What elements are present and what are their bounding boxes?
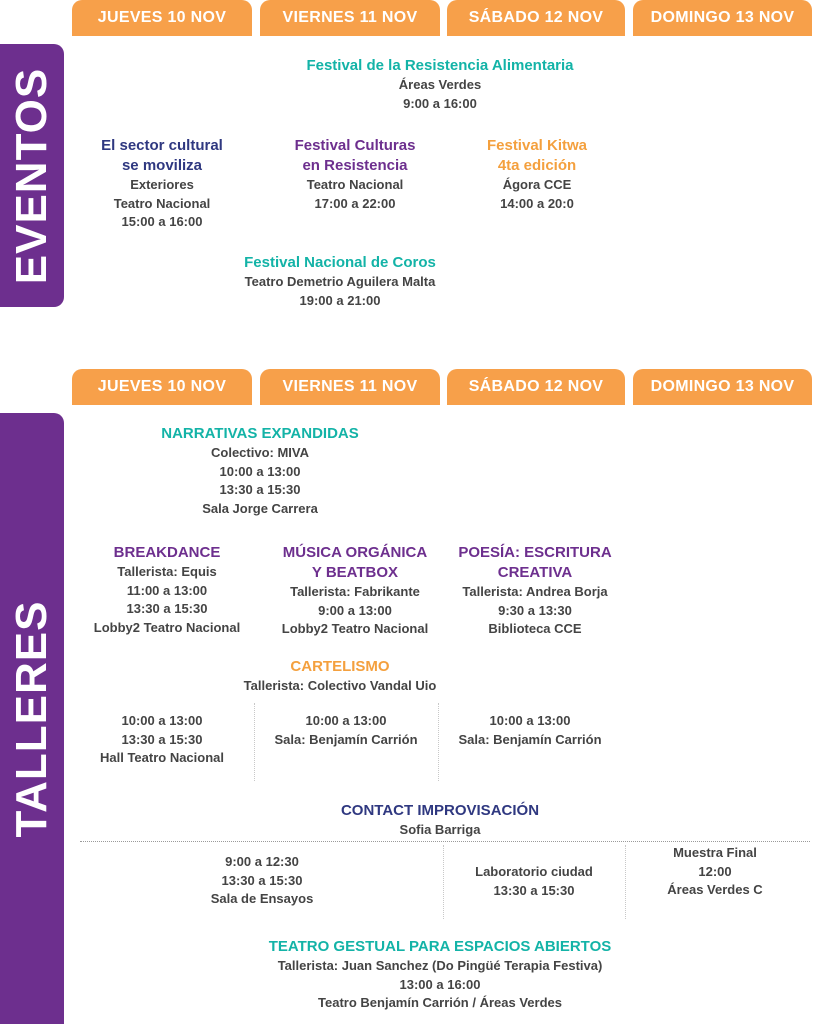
contact-sabado <box>445 863 623 900</box>
taller-title: CONTACT IMPROVISACIÓN <box>340 802 540 819</box>
taller-line: Tallerista: Andrea Borja <box>462 584 608 599</box>
taller-time: 9:00 a 12:30 <box>225 854 299 869</box>
event-place: Teatro Demetrio Aguilera Malta <box>244 274 436 289</box>
event-place: Exteriores <box>130 177 194 192</box>
event-title: en Resistencia <box>302 157 408 174</box>
tab-viernes-talleres: VIERNES 11 NOV <box>260 369 440 405</box>
event-time: 9:00 a 16:00 <box>403 95 477 111</box>
event-time: 17:00 a 22:00 <box>314 195 396 211</box>
taller-line: Tallerista: Equis <box>117 564 217 579</box>
column-divider <box>254 703 255 781</box>
taller-narrativas <box>130 424 390 518</box>
talleres-label: TALLERES <box>7 600 56 837</box>
contact-jueves-viernes <box>162 853 362 909</box>
taller-place: Teatro Benjamín Carrión / Áreas Verdes <box>318 995 562 1010</box>
tab-jueves: JUEVES 10 NOV <box>72 0 252 36</box>
taller-place: Sala: Benjamín Carrión <box>458 731 602 747</box>
taller-time: 10:00 a 13:00 <box>489 713 571 728</box>
taller-title: BREAKDANCE <box>113 544 221 561</box>
taller-time: 13:30 a 15:30 <box>121 731 203 747</box>
column-divider <box>438 703 439 781</box>
event-place: Teatro Nacional <box>113 195 211 211</box>
event-time: 15:00 a 16:00 <box>121 214 203 229</box>
cartelismo-sabado <box>440 712 620 749</box>
event-kitwa <box>447 136 627 213</box>
taller-time: 10:00 a 13:00 <box>121 713 203 728</box>
taller-time: 13:00 a 16:00 <box>399 976 481 992</box>
eventos-label: EVENTOS <box>7 67 56 284</box>
taller-line: Tallerista: Colectivo Vandal Uio <box>243 678 437 693</box>
taller-title: NARRATIVAS EXPANDIDAS <box>161 425 359 442</box>
taller-place: Sala: Benjamín Carrión <box>274 731 418 747</box>
taller-place: Lobby2 Teatro Nacional <box>281 621 429 636</box>
taller-poesia <box>440 543 630 639</box>
tab-viernes: VIERNES 11 NOV <box>260 0 440 36</box>
taller-title: POESÍA: ESCRITURA <box>458 544 612 561</box>
event-title: 4ta edición <box>497 157 577 174</box>
event-title: Festival Culturas <box>294 137 416 154</box>
taller-time: 10:00 a 13:00 <box>219 463 301 479</box>
tab-jueves-talleres: JUEVES 10 NOV <box>72 369 252 405</box>
taller-place: Sala Jorge Carrera <box>202 500 318 516</box>
taller-gestual <box>200 937 680 1013</box>
taller-musica <box>260 543 450 639</box>
tab-sabado-talleres: SÁBADO 12 NOV <box>447 369 625 405</box>
taller-line: Colectivo: MIVA <box>211 445 309 460</box>
column-divider <box>625 845 626 919</box>
taller-line: Muestra Final <box>673 845 757 860</box>
event-title: El sector cultural <box>101 137 223 154</box>
event-time: 19:00 a 21:00 <box>299 292 381 308</box>
taller-title: Y BEATBOX <box>311 564 399 581</box>
tab-domingo-talleres: DOMINGO 13 NOV <box>633 369 812 405</box>
cartelismo-viernes <box>256 712 436 749</box>
taller-place: Biblioteca CCE <box>488 621 582 636</box>
event-time: 14:00 a 20:0 <box>500 195 574 211</box>
eventos-side-bar <box>0 44 64 307</box>
taller-line: Sofia Barriga <box>399 822 481 837</box>
taller-place: Sala de Ensayos <box>210 891 314 906</box>
taller-title: CREATIVA <box>497 564 573 581</box>
event-resistencia <box>240 56 640 113</box>
row-divider <box>80 841 810 842</box>
event-coros <box>200 253 480 310</box>
event-title: se moviliza <box>121 157 203 174</box>
taller-title: TEATRO GESTUAL PARA ESPACIOS ABIERTOS <box>268 938 612 955</box>
event-title: Festival Nacional de Coros <box>244 254 436 271</box>
taller-place: Lobby2 Teatro Nacional <box>93 619 241 635</box>
talleres-side-bar <box>0 413 64 1024</box>
taller-time: 12:00 <box>698 863 732 879</box>
event-place: Ágora CCE <box>502 177 572 192</box>
event-title: Festival Kitwa <box>486 137 588 154</box>
taller-title: MÚSICA ORGÁNICA <box>282 544 428 561</box>
tab-domingo: DOMINGO 13 NOV <box>633 0 812 36</box>
taller-time: 13:30 a 15:30 <box>126 601 208 616</box>
taller-time: 10:00 a 13:00 <box>305 713 387 728</box>
column-divider <box>443 845 444 919</box>
event-culturas <box>260 136 450 213</box>
taller-time: 13:30 a 15:30 <box>493 882 575 898</box>
contact-domingo <box>627 844 803 900</box>
taller-place: Hall Teatro Nacional <box>99 750 224 765</box>
event-place: Teatro Nacional <box>306 177 404 192</box>
taller-time: 13:30 a 15:30 <box>221 872 303 888</box>
event-title: Festival de la Resistencia Alimentaria <box>306 57 574 74</box>
taller-place: Áreas Verdes C <box>667 882 763 897</box>
taller-time: 13:30 a 15:30 <box>219 482 301 497</box>
taller-title: CARTELISMO <box>290 658 390 675</box>
event-sector-cultural <box>72 136 252 232</box>
taller-line: Laboratorio ciudad <box>475 864 593 879</box>
taller-line: Tallerista: Juan Sanchez (Do Pingüé Terapia Festiva) <box>277 958 603 973</box>
taller-contact <box>240 801 640 840</box>
event-place: Áreas Verdes <box>398 77 482 92</box>
taller-time: 9:00 a 13:00 <box>318 602 392 618</box>
taller-breakdance <box>72 543 262 637</box>
taller-line: Tallerista: Fabrikante <box>290 584 420 599</box>
tab-sabado: SÁBADO 12 NOV <box>447 0 625 36</box>
taller-time: 9:30 a 13:30 <box>498 602 572 618</box>
taller-time: 11:00 a 13:00 <box>126 582 208 598</box>
cartelismo-jueves <box>72 712 252 768</box>
taller-cartelismo <box>200 657 480 696</box>
